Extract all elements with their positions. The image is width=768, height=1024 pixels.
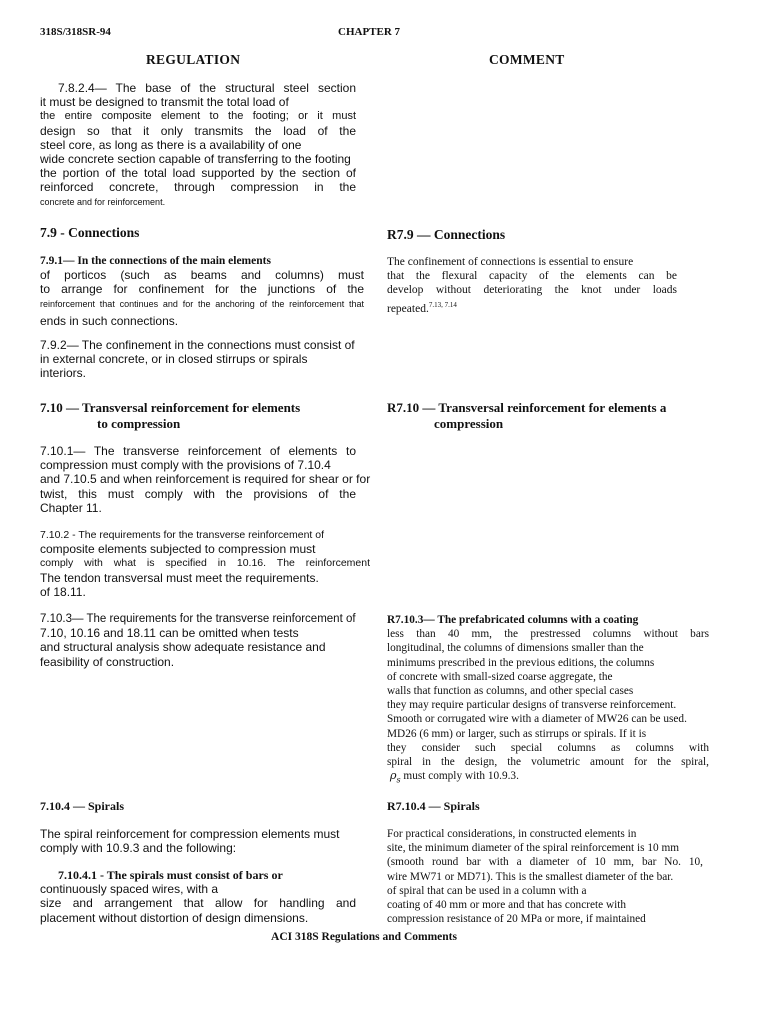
text-line: 7.10, 10.16 and 18.11 can be omitted when tests xyxy=(40,626,299,641)
text-line: of porticos (such as beams and columns) must xyxy=(40,268,364,283)
section-r7-9-title: R7.9 — Connections xyxy=(387,227,506,242)
title-line: R7.10 — Transversal reinforcement for elements a xyxy=(387,400,667,415)
doc-code: 318S/318SR-94 xyxy=(40,26,111,38)
text-line: comply with 10.9.3 and the following: xyxy=(40,841,237,856)
text-line: less than 40 mm, the prestressed columns without bars xyxy=(387,628,709,641)
text-line: minimums prescribed in the previous editions, the columns xyxy=(387,656,655,669)
paragraph-7-10-1 xyxy=(40,444,371,515)
title-line: to compression xyxy=(97,416,181,431)
comment-column-heading: COMMENT xyxy=(489,52,565,67)
text-line: twist, this must comply with the provisions of the xyxy=(40,486,356,501)
text-line: size and arrangement that allow for handling and xyxy=(40,896,356,911)
text-line: of concrete with small-sized coarse aggregate, the xyxy=(387,670,613,683)
section-7-10-4-title: 7.10.4 — Spirals xyxy=(40,799,125,813)
text-line: (smooth round bar with a diameter of 10 mm, bar No. 10, xyxy=(387,856,703,869)
text-line: 7.9.2— The confinement in the connections must consist of xyxy=(40,338,355,352)
text-line: steel core, as long as there is a availability of one xyxy=(40,137,302,152)
chapter-label: CHAPTER 7 xyxy=(338,26,401,38)
section-r7-10-4-title: R7.10.4 — Spirals xyxy=(387,799,480,813)
text-line: and structural analysis show adequate resistance and xyxy=(40,640,326,655)
text-line: 7.8.2.4— The base of the structural steel section xyxy=(58,81,356,95)
text-line: The tendon transversal must meet the requirements. xyxy=(40,570,319,585)
text-line: spiral in the design, the volumetric amount for the spiral, xyxy=(387,756,709,769)
text-line: Chapter 11. xyxy=(40,500,102,515)
text-line: ends in such connections. xyxy=(40,313,179,328)
reference-superscript: 7.13, 7.14 xyxy=(428,300,457,309)
text-line: 7.10.3— The requirements for the transverse reinforcement of xyxy=(40,613,356,625)
title-line: 7.10 — Transversal reinforcement for elements xyxy=(40,400,301,415)
paragraph-7-9-1 xyxy=(40,254,364,328)
text-line: comply with what is specified in 10.16. The reinforcement xyxy=(40,557,370,570)
paragraph-lead: R7.10.3— The prefabricated columns with a coating xyxy=(387,614,639,626)
text-line: interiors. xyxy=(40,366,87,381)
paragraph-7-10-2 xyxy=(40,528,370,599)
text-line: to arrange for confinement for the junctions of the xyxy=(40,282,364,297)
text-fragment: must comply with 10.9.3. xyxy=(400,770,519,783)
paragraph-7-10-4 xyxy=(40,827,356,855)
text-line: design so that it only transmits the load of the xyxy=(40,123,356,138)
text-line: concrete and for reinforcement. xyxy=(40,196,166,207)
text-line: that the flexural capacity of the elements can be xyxy=(387,270,677,283)
section-7-9-title: 7.9 - Connections xyxy=(40,225,140,240)
text-line: of spiral that can be used in a column with a xyxy=(387,884,587,897)
rho-symbol: ρ xyxy=(389,769,397,783)
text-line: composite elements subjected to compression must xyxy=(40,542,316,557)
text-line: wide concrete section capable of transferring to the footing xyxy=(40,152,351,167)
text-line: compression resistance of 20 MPa or more, if maintained xyxy=(387,913,646,926)
text-line: Smooth or corrugated wire with a diameter of MW26 can be used. xyxy=(387,713,687,726)
text-line: the entire composite element to the footing; or it must xyxy=(40,110,356,123)
comment-r7-9 xyxy=(387,255,677,316)
text-line: coating of 40 mm or more and that has concrete with xyxy=(387,899,627,912)
text-line: The confinement of connections is essential to ensure xyxy=(387,256,634,268)
section-r7-10-title xyxy=(387,400,666,432)
text-line: they consider such special columns as columns with xyxy=(387,741,709,754)
text-line: 7.10.1— The transverse reinforcement of elements to xyxy=(40,444,356,458)
text-line: of 18.11. xyxy=(40,584,86,599)
text-line: and 7.10.5 and when reinforcement is required for shear or for xyxy=(40,472,371,487)
text-line: develop without deteriorating the knot under loads xyxy=(387,284,677,297)
section-7-10-title xyxy=(40,400,300,432)
text-line: they may require particular designs of transverse reinforcement. xyxy=(387,699,677,712)
paragraph-lead: 7.9.1— In the connections of the main elements xyxy=(40,255,271,267)
text-fragment: repeated. xyxy=(387,302,429,315)
text-line: wire MW71 or MD71). This is the smallest diameter of the bar. xyxy=(387,870,674,883)
regulation-column-heading: REGULATION xyxy=(146,52,241,67)
text-line: For practical considerations, in constructed elements in xyxy=(387,828,637,840)
title-line: compression xyxy=(434,416,504,431)
text-line: MD26 (6 mm) or larger, such as stirrups or spirals. If it is xyxy=(387,727,647,740)
paragraph-lead: 7.10.4.1 - The spirals must consist of bars or xyxy=(58,868,283,882)
paragraph-7-10-3 xyxy=(40,612,370,669)
page-footer: ACI 318S Regulations and Comments xyxy=(271,931,457,943)
comment-r7-10-3 xyxy=(387,613,709,788)
text-line: the portion of the total load supported by the section of xyxy=(40,166,356,181)
text-line: The spiral reinforcement for compression elements must xyxy=(40,827,340,841)
text-line: reinforcement that continues and for the anchoring of the reinforcement that xyxy=(40,298,364,309)
paragraph-7-9-2 xyxy=(40,338,364,381)
text-line: compression must comply with the provisions of 7.10.4 xyxy=(40,458,331,473)
text-line: feasibility of construction. xyxy=(40,654,175,669)
text-line: walls that function as columns, and other special cases xyxy=(387,685,634,698)
paragraph-7-10-4-1 xyxy=(40,868,356,925)
text-line: it must be designed to transmit the total load of xyxy=(40,95,289,110)
text-line: in external concrete, or in closed stirrups or spirals xyxy=(40,352,308,367)
text-line: site, the minimum diameter of the spiral reinforcement is 10 mm xyxy=(387,842,680,855)
text-line: longitudinal, the columns of dimensions smaller than the xyxy=(387,642,644,655)
text-line: reinforced concrete, through compression in the xyxy=(40,180,356,195)
text-line: placement without distortion of design dimensions. xyxy=(40,910,309,925)
text-line: continuously spaced wires, with a xyxy=(40,882,219,897)
paragraph-7-8-2-4 xyxy=(40,81,356,209)
text-line: 7.10.2 - The requirements for the transverse reinforcement of xyxy=(40,529,325,541)
rho-subscript: s xyxy=(396,775,401,785)
comment-r7-10-4 xyxy=(387,827,703,926)
text-line xyxy=(387,298,677,316)
text-line xyxy=(387,769,709,787)
